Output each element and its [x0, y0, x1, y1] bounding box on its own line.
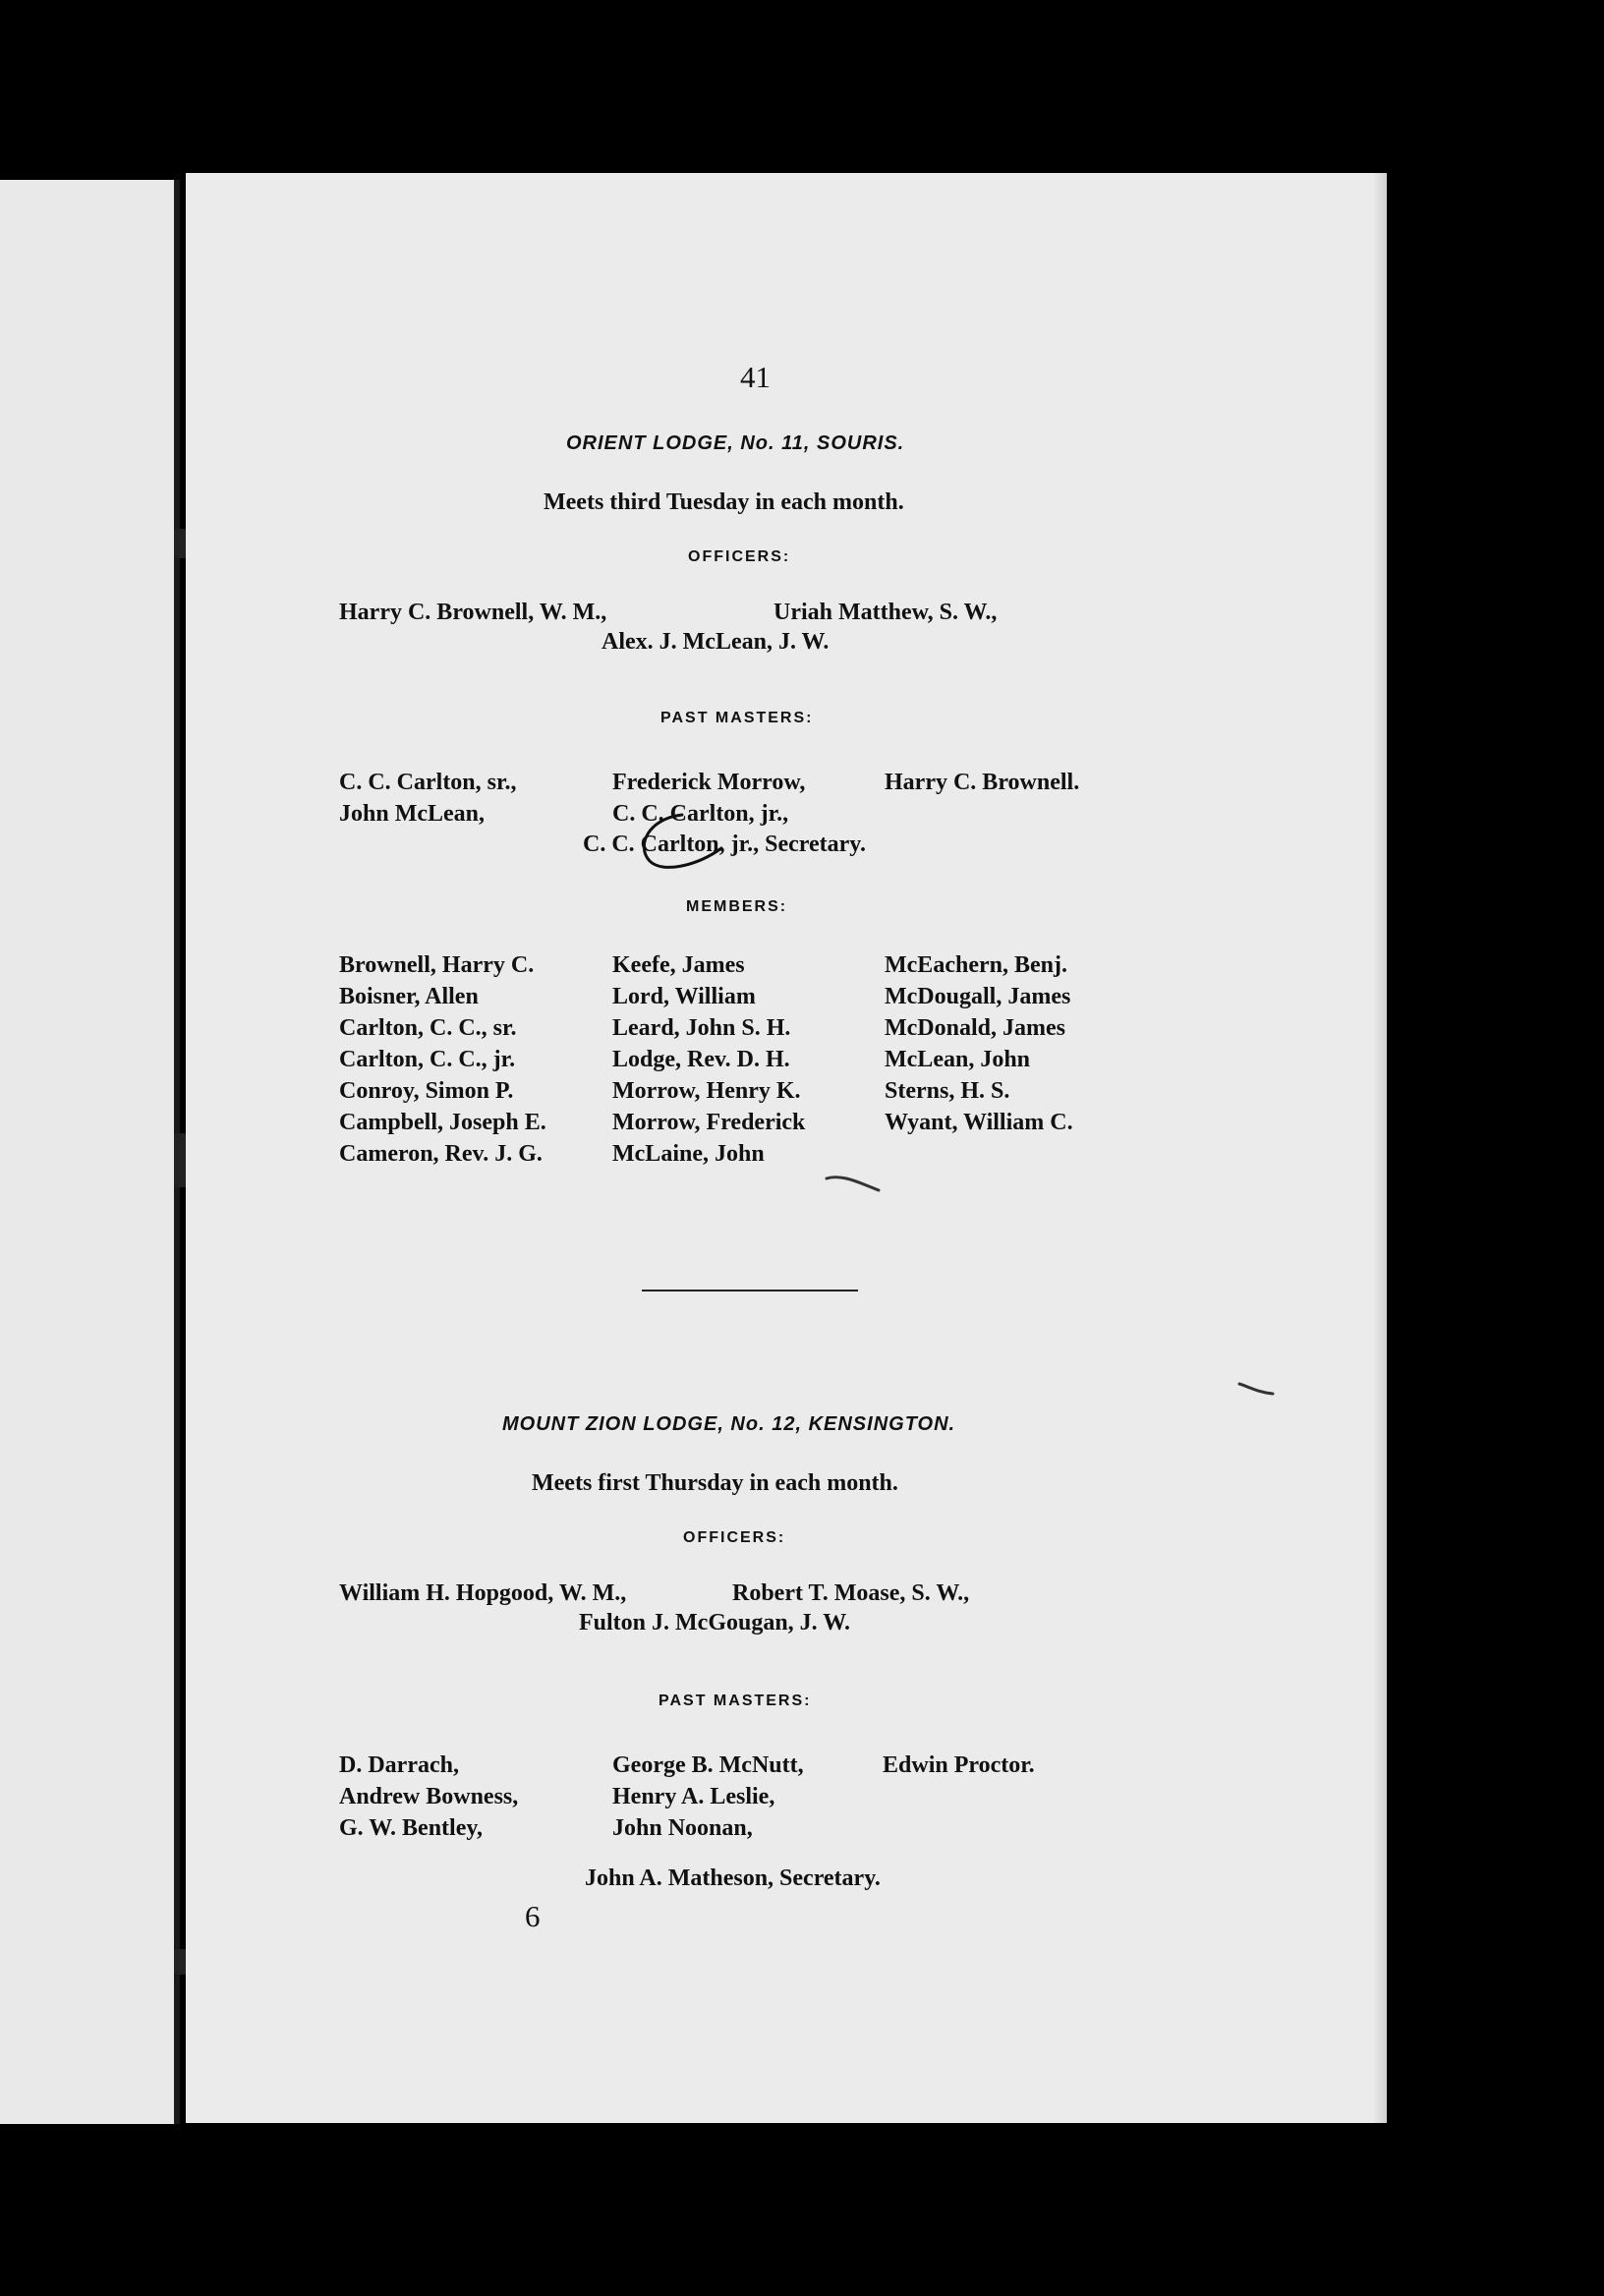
meeting-schedule: Meets third Tuesday in each month. — [544, 489, 904, 515]
member-name: McDonald, James — [885, 1015, 1065, 1041]
member-name: Boisner, Allen — [339, 984, 479, 1009]
lodge-title: MOUNT ZION LODGE, No. 12, KENSINGTON. — [502, 1413, 956, 1435]
member-name: McLaine, John — [612, 1141, 765, 1167]
past-master-name: John McLean, — [339, 801, 486, 827]
member-name: Brownell, Harry C. — [339, 952, 535, 978]
past-masters-column — [339, 1750, 518, 1844]
past-masters-column — [612, 767, 805, 830]
member-name: Lodge, Rev. D. H. — [612, 1047, 790, 1072]
past-master-name: C. C. Carlton, jr., — [612, 801, 789, 827]
officer-senior-warden: Uriah Matthew, S. W., — [773, 600, 998, 625]
members-column — [339, 949, 546, 1170]
member-name: Wyant, William C. — [885, 1110, 1073, 1135]
document-page — [186, 173, 1387, 2123]
member-name: Morrow, Henry K. — [612, 1078, 801, 1104]
member-name: Carlton, C. C., jr. — [339, 1047, 516, 1072]
past-masters-heading: PAST MASTERS: — [660, 710, 814, 726]
past-masters-heading: PAST MASTERS: — [659, 1693, 812, 1709]
member-name: Keefe, James — [612, 952, 745, 978]
officer-worshipful-master: William H. Hopgood, W. M., — [339, 1580, 627, 1606]
officer-junior-warden: Fulton J. McGougan, J. W. — [579, 1610, 851, 1636]
secretary: John A. Matheson, Secretary. — [585, 1866, 881, 1891]
members-column — [885, 949, 1073, 1138]
page-number: 41 — [740, 360, 771, 394]
past-master-name: George B. McNutt, — [612, 1752, 804, 1778]
past-masters-column — [885, 767, 1079, 798]
officer-senior-warden: Robert T. Moase, S. W., — [732, 1580, 970, 1606]
past-masters-column — [883, 1750, 1035, 1781]
officer-worshipful-master: Harry C. Brownell, W. M., — [339, 600, 607, 625]
officers-heading: OFFICERS: — [683, 1529, 786, 1546]
member-name: Lord, William — [612, 984, 756, 1009]
past-master-name: D. Darrach, — [339, 1752, 459, 1778]
previous-page-edge — [0, 180, 180, 2124]
member-name: McLean, John — [885, 1047, 1031, 1072]
member-name: Conroy, Simon P. — [339, 1078, 514, 1104]
member-name: Leard, John S. H. — [612, 1015, 791, 1041]
past-master-name: Edwin Proctor. — [883, 1752, 1035, 1778]
past-master-name: G. W. Bentley, — [339, 1815, 484, 1841]
members-heading: MEMBERS: — [686, 898, 788, 915]
past-masters-column — [612, 1750, 804, 1844]
member-name: Morrow, Frederick — [612, 1110, 806, 1135]
members-column — [612, 949, 805, 1170]
member-name: Cameron, Rev. J. G. — [339, 1141, 543, 1167]
past-master-name: Frederick Morrow, — [612, 770, 806, 795]
member-name: Sterns, H. S. — [885, 1078, 1010, 1104]
past-master-name: Andrew Bowness, — [339, 1784, 519, 1809]
officers-heading: OFFICERS: — [688, 548, 791, 565]
officer-junior-warden: Alex. J. McLean, J. W. — [602, 629, 830, 655]
past-master-name: Harry C. Brownell. — [885, 770, 1080, 795]
meeting-schedule: Meets first Thursday in each month. — [532, 1470, 898, 1496]
past-masters-column — [339, 767, 516, 830]
page-edge-shadow — [1373, 173, 1387, 2123]
folio-signature: 6 — [525, 1899, 541, 1933]
section-divider — [642, 1290, 858, 1292]
member-name: Campbell, Joseph E. — [339, 1110, 546, 1135]
ink-smudge — [825, 1171, 884, 1195]
secretary: C. C. Carlton, jr., Secretary. — [583, 832, 866, 857]
ink-smudge — [1237, 1380, 1277, 1400]
past-master-name: C. C. Carlton, sr., — [339, 770, 517, 795]
member-name: McDougall, James — [885, 984, 1071, 1009]
lodge-title: ORIENT LODGE, No. 11, SOURIS. — [566, 432, 905, 454]
member-name: Carlton, C. C., sr. — [339, 1015, 517, 1041]
past-master-name: Henry A. Leslie, — [612, 1784, 775, 1809]
past-master-name: John Noonan, — [612, 1815, 753, 1841]
member-name: McEachern, Benj. — [885, 952, 1067, 978]
